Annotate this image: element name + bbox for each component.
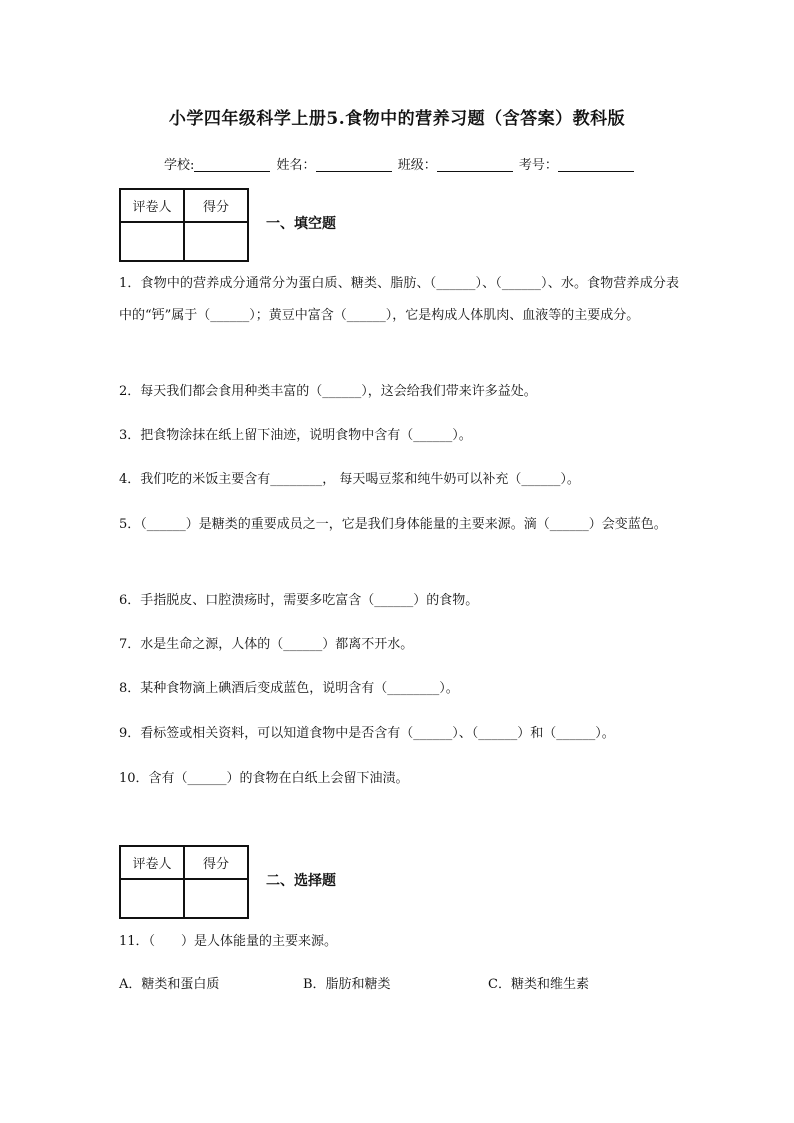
option-c[interactable]: C．糖类和维生素 xyxy=(488,977,589,992)
option-a[interactable]: A．糖类和蛋白质 xyxy=(119,977,220,992)
exam-number-blank[interactable] xyxy=(558,157,634,172)
score-cell[interactable] xyxy=(184,222,248,261)
question-6: 6．手指脱皮、口腔溃疡时，需要多吃富含（______）的食物。 xyxy=(119,593,479,608)
grader-table-2 xyxy=(119,845,249,919)
name-blank[interactable] xyxy=(316,157,392,172)
class-label: 班级： xyxy=(397,158,437,173)
question-10: 10．含有（______）的食物在白纸上会留下油渍。 xyxy=(119,771,409,786)
question-4: 4．我们吃的米饭主要含有________， 每天喝豆浆和纯牛奶可以补充（______）。 xyxy=(119,472,580,487)
reviewer-cell[interactable] xyxy=(120,222,184,261)
question-7: 7．水是生命之源，人体的（______）都离不开水。 xyxy=(119,637,414,652)
question-8: 8．某种食物滴上碘酒后变成蓝色，说明含有（________）。 xyxy=(119,681,459,696)
reviewer-header: 评卷人 xyxy=(120,189,184,222)
question-1: 1．食物中的营养成分通常分为蛋白质、糖类、脂肪、（______）、（______）、水。食物营养成分表中的“钙”属于（______）；黄豆中富含（______），它是构成人体肌肉、血液等的主要成分。 xyxy=(119,276,679,323)
section-title-multiple-choice: 二、选择题 xyxy=(266,873,336,889)
school-blank[interactable] xyxy=(194,157,270,172)
grader-table-1 xyxy=(119,188,249,262)
school-label: 学校: xyxy=(164,158,195,173)
question-5: 5．（______）是糖类的重要成员之一，它是我们身体能量的主要来源。滴（______）会变蓝色。 xyxy=(119,517,667,532)
reviewer-cell[interactable] xyxy=(120,879,184,918)
question-3: 3．把食物涂抹在纸上留下油迹，说明食物中含有（______）。 xyxy=(119,428,472,443)
score-header: 得分 xyxy=(184,846,248,879)
name-label: 姓名： xyxy=(276,158,316,173)
option-b[interactable]: B．脂肪和糖类 xyxy=(303,977,391,992)
exam-number-label: 考号： xyxy=(518,158,558,173)
question-9: 9．看标签或相关资料，可以知道食物中是否含有（______）、（______）和（______）。 xyxy=(119,726,615,741)
reviewer-header: 评卷人 xyxy=(120,846,184,879)
question-11: 11．（ ）是人体能量的主要来源。 xyxy=(119,934,338,949)
class-blank[interactable] xyxy=(437,157,513,172)
page-title: 小学四年级科学上册5.食物中的营养习题（含答案）教科版 xyxy=(168,109,626,129)
question-2: 2．每天我们都会食用种类丰富的（______），这会给我们带来许多益处。 xyxy=(119,384,537,399)
score-cell[interactable] xyxy=(184,879,248,918)
student-info-line xyxy=(164,154,636,173)
score-header: 得分 xyxy=(184,189,248,222)
section-title-fill-blank: 一、填空题 xyxy=(266,216,336,232)
